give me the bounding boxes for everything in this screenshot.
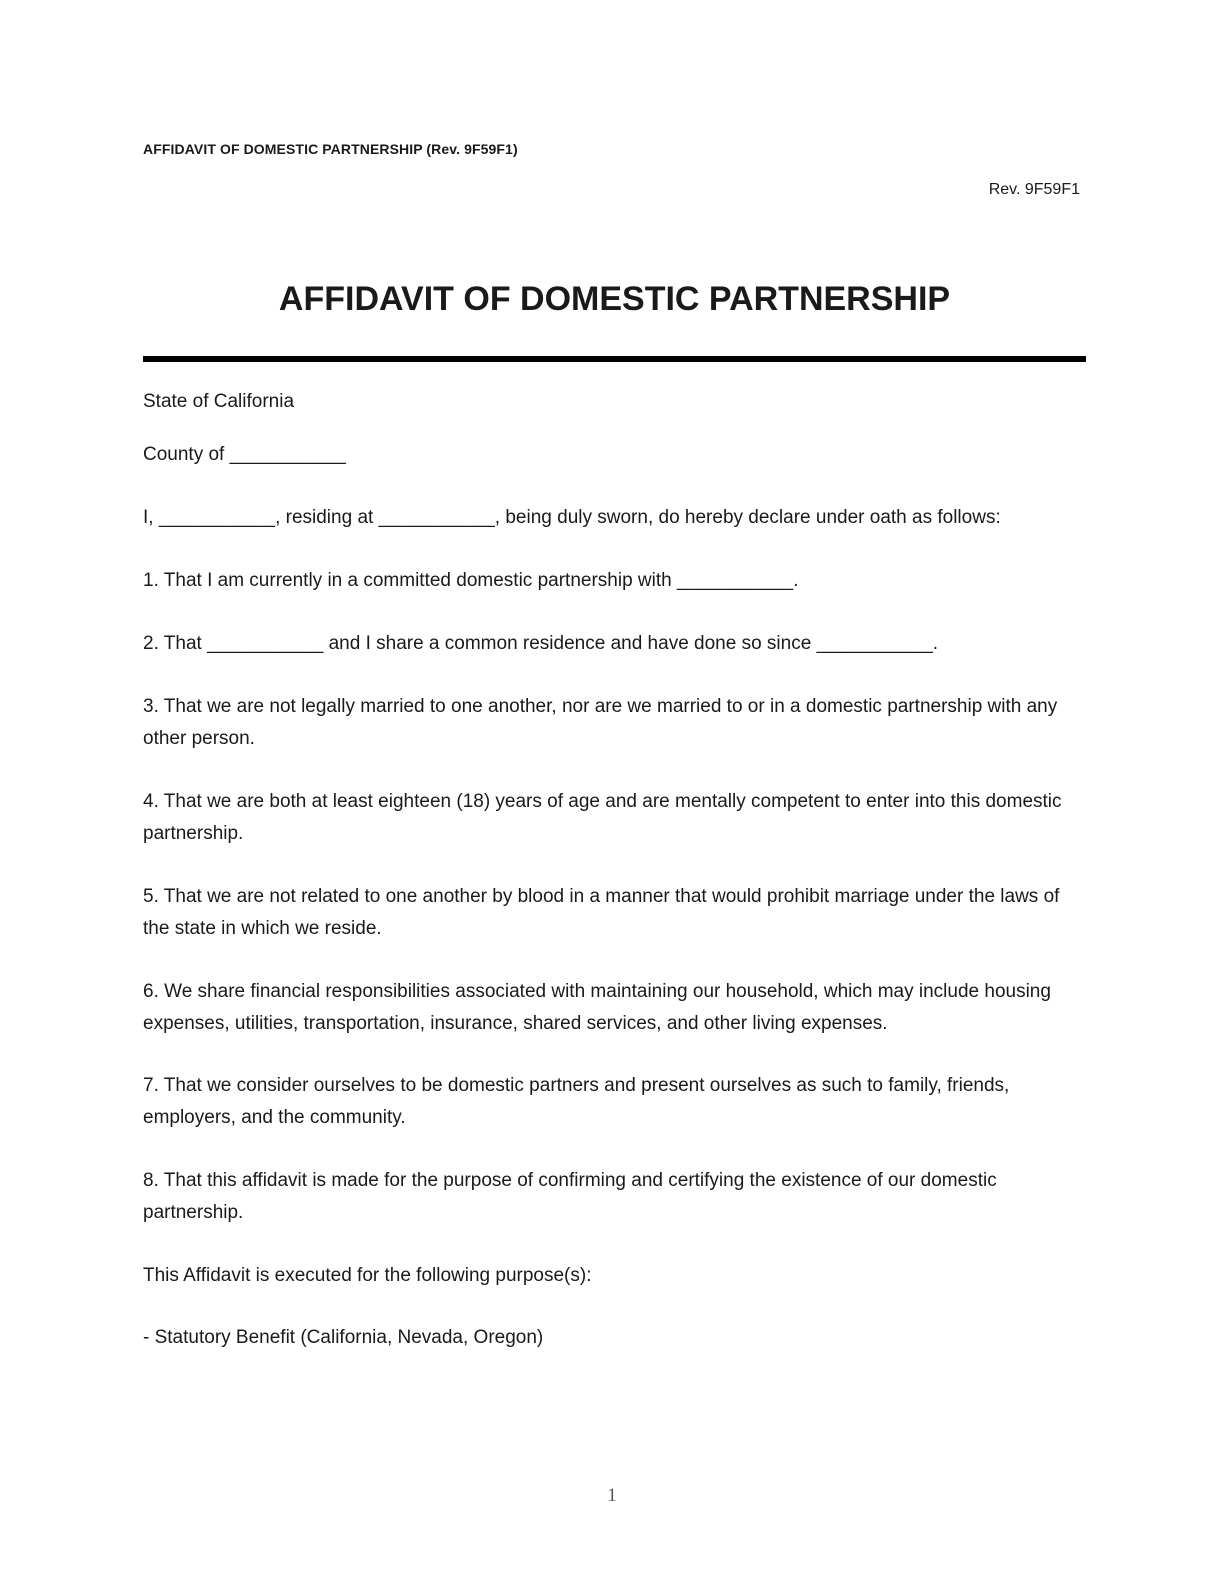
- clause-8: 8. That this affidavit is made for the purpose of confirming and certifying the existence of our domestic partnership.: [143, 1170, 997, 1223]
- clause-5: 5. That we are not related to one another by blood in a manner that would prohibit marriage under the laws of the state in which we reside.: [143, 886, 1060, 939]
- running-header: AFFIDAVIT OF DOMESTIC PARTNERSHIP (Rev. 9F59F1): [143, 141, 518, 157]
- clause-2: 2. That ___________ and I share a common residence and have done so since ___________.: [143, 633, 939, 654]
- revision-label: Rev. 9F59F1: [988, 181, 1080, 198]
- clause-6: 6. We share financial responsibilities associated with maintaining our household, which may include housing expenses, utilities, transportation, insurance, shared services, and other living expenses.: [143, 981, 1051, 1034]
- title-divider: [143, 356, 1086, 362]
- state-line: State of California: [143, 391, 295, 412]
- clause-7: 7. That we consider ourselves to be domestic partners and present ourselves as such to family, friends, employers, and the community.: [143, 1075, 1010, 1128]
- purpose-intro: This Affidavit is executed for the following purpose(s):: [143, 1265, 592, 1286]
- document-title: AFFIDAVIT OF DOMESTIC PARTNERSHIP: [278, 280, 951, 318]
- clause-4: 4. That we are both at least eighteen (18) years of age and are mentally competent to enter into this domestic partnership.: [143, 791, 1062, 844]
- county-line: County of ___________: [143, 444, 346, 465]
- page-number: 1: [607, 1485, 617, 1506]
- clause-3: 3. That we are not legally married to one another, nor are we married to or in a domestic partnership with any other person.: [143, 696, 1058, 749]
- purpose-item: - Statutory Benefit (California, Nevada, Oregon): [143, 1327, 544, 1348]
- declaration-paragraph: I, ___________, residing at ___________, being duly sworn, do hereby declare under oath as follows:: [143, 507, 1001, 528]
- clause-1: 1. That I am currently in a committed domestic partnership with ___________.: [143, 570, 799, 591]
